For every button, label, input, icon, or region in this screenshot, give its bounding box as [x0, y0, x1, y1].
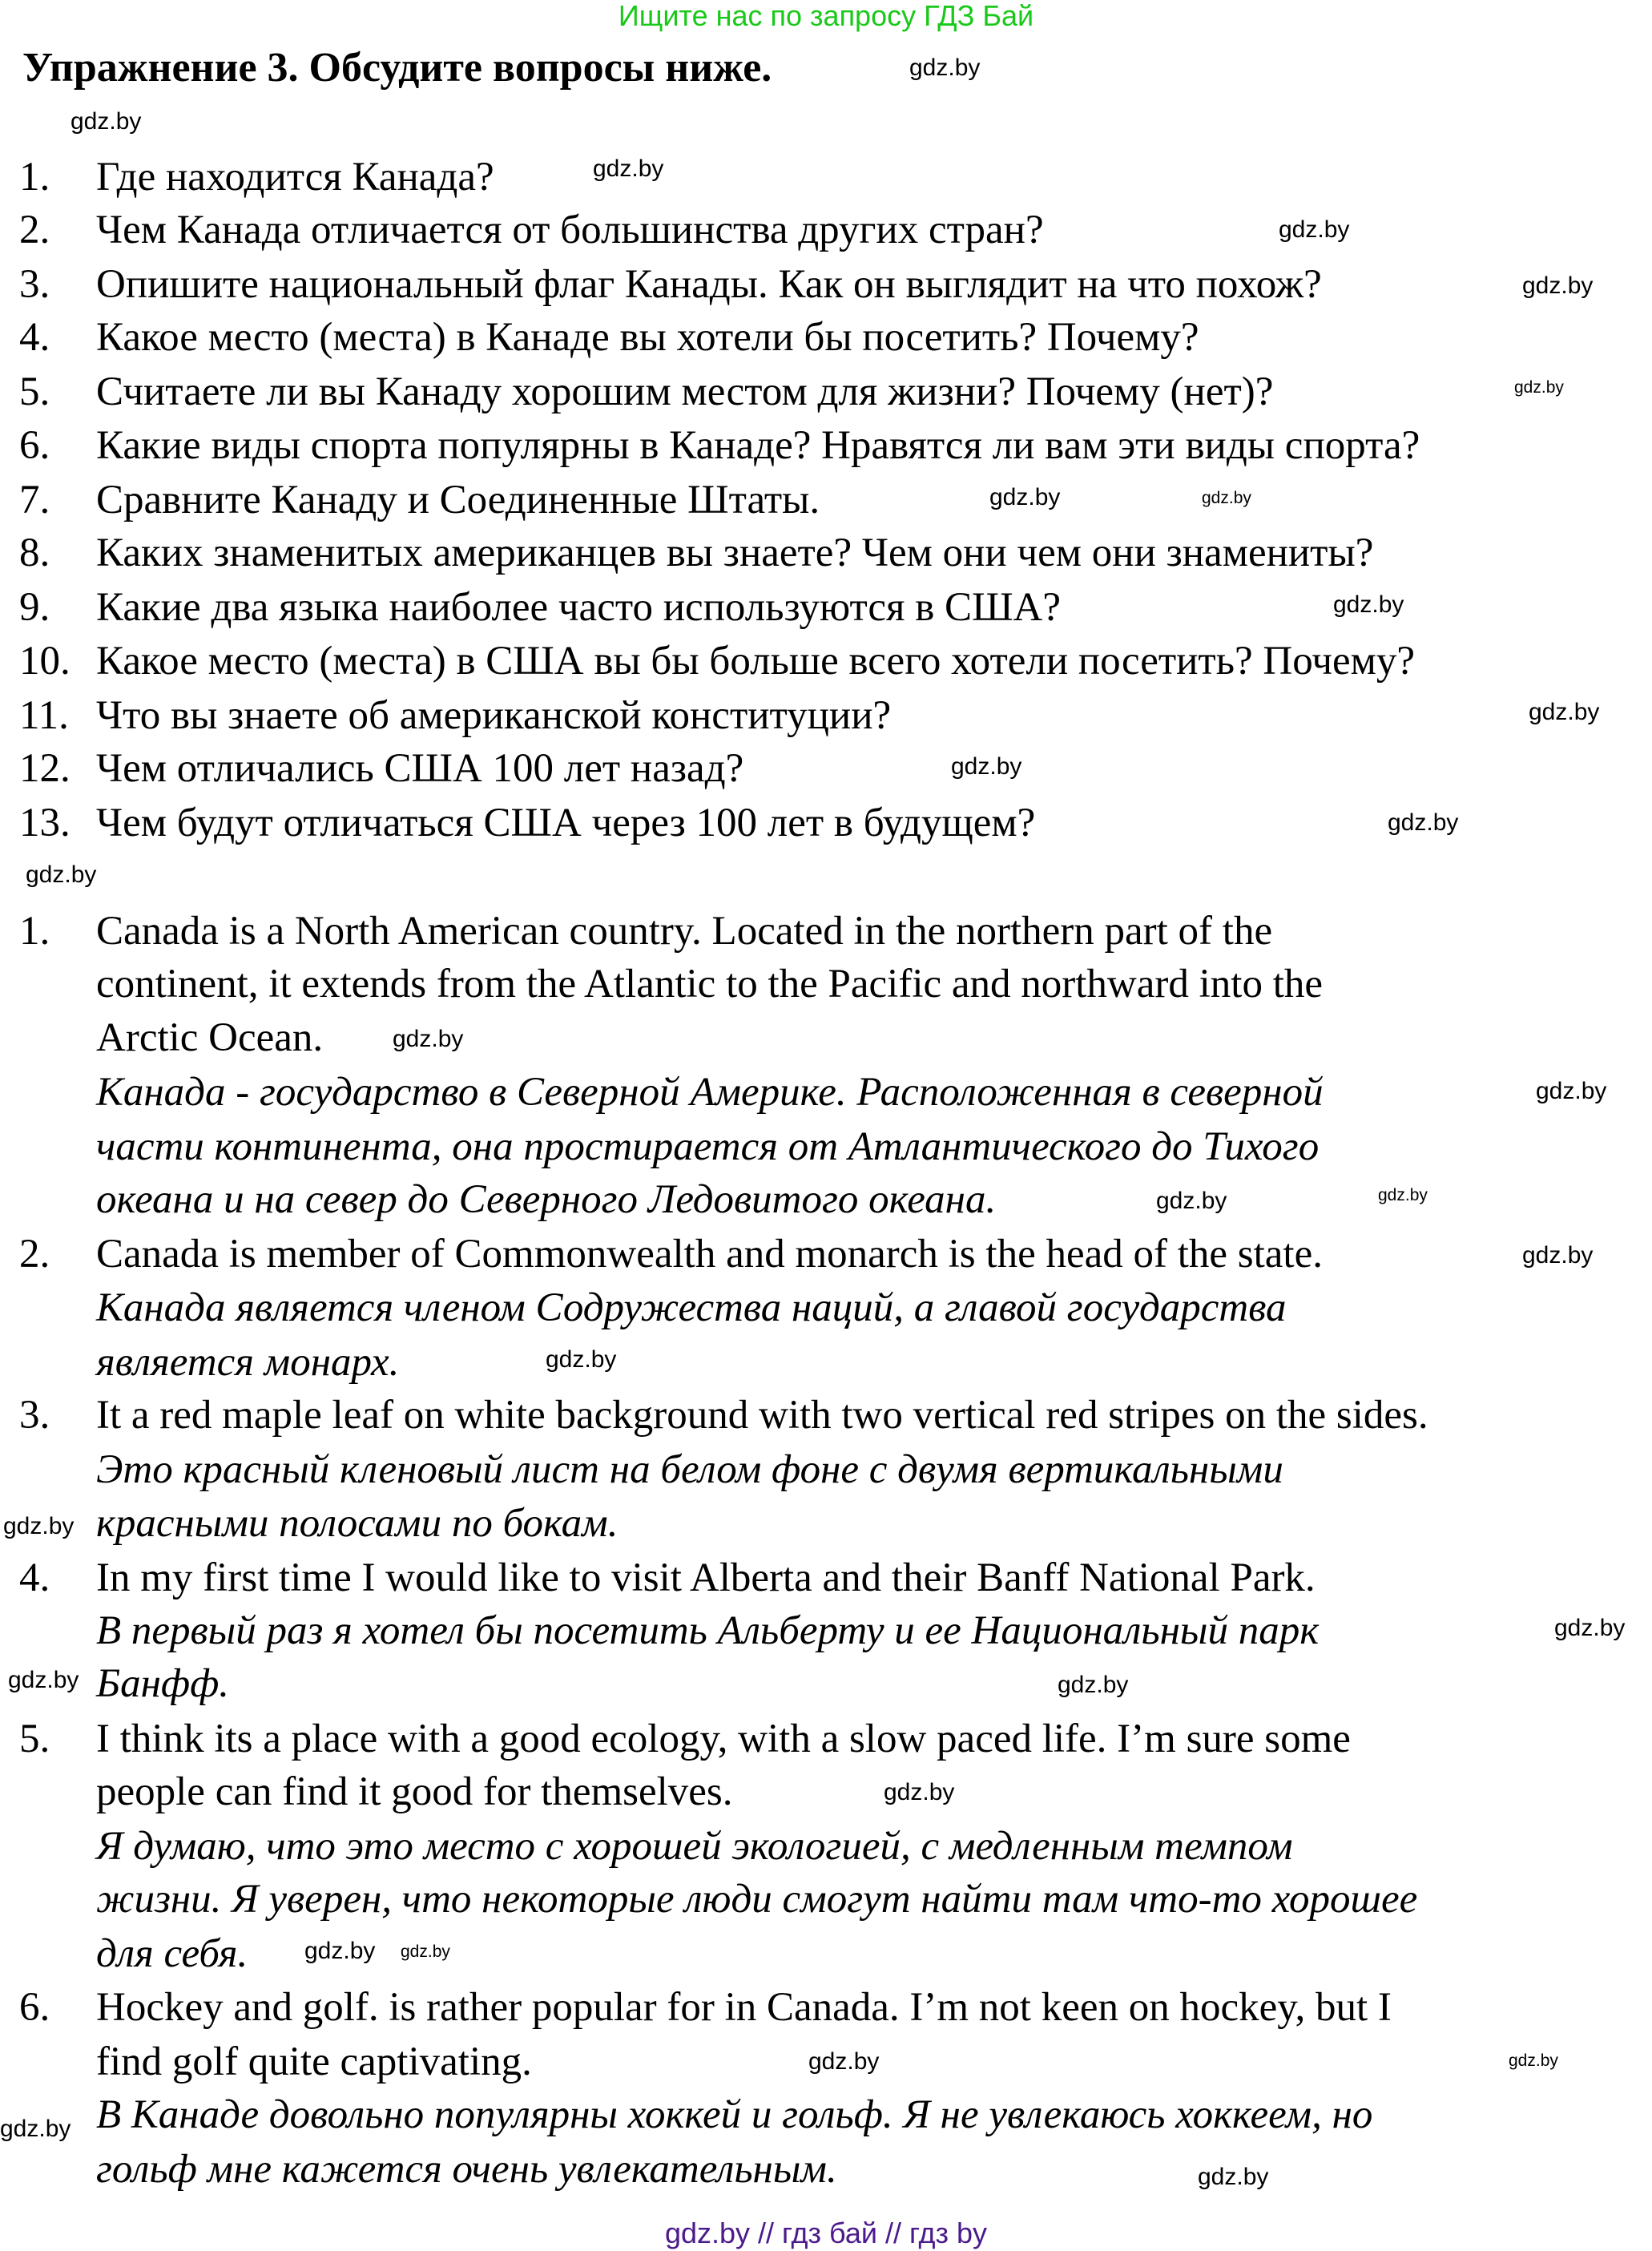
- question-text: Что вы знаете об американской конституции?: [96, 693, 892, 738]
- question-text: Каких знаменитых американцев вы знаете? Чем они чем они знамениты?: [96, 530, 1374, 575]
- question-text: Какие виды спорта популярны в Канаде? Нравятся ли вам эти виды спорта?: [96, 423, 1420, 468]
- question-text: Сравните Канаду и Соединенные Штаты.: [96, 478, 820, 522]
- watermark: gdz.by: [884, 1779, 955, 1805]
- answer-english: Canada is member of Commonwealth and monarch is the head of the state.: [96, 1232, 1323, 1277]
- answer-english: continent, it extends from the Atlantic to the Pacific and northward into the: [96, 962, 1324, 1006]
- answer-number: 1.: [19, 909, 50, 954]
- answer-english: In my first time I would like to visit Alberta and their Banff National Park.: [96, 1555, 1316, 1600]
- answer-russian: для себя.: [96, 1931, 248, 1976]
- answer-english: Canada is a North American country. Located in the northern part of the: [96, 909, 1273, 954]
- watermark: gdz.by: [1529, 699, 1600, 725]
- watermark: gdz.by: [393, 1026, 464, 1052]
- question-text: Чем отличались США 100 лет назад?: [96, 746, 744, 791]
- answer-russian: океана и на север до Северного Ледовитого океана.: [96, 1177, 997, 1222]
- answer-russian: красными полосами по бокам.: [96, 1501, 618, 1546]
- answer-number: 4.: [19, 1555, 50, 1600]
- answer-russian: Банфф.: [96, 1661, 230, 1706]
- answer-russian: является монарх.: [96, 1340, 400, 1385]
- watermark: gdz.by: [1279, 216, 1350, 243]
- question-number: 9.: [19, 585, 50, 630]
- watermark: gdz.by: [1198, 2164, 1269, 2190]
- answer-english: It a red maple leaf on white background with two vertical red stripes on the sides.: [96, 1393, 1428, 1438]
- answer-russian: жизни. Я уверен, что некоторые люди смогут найти там что-то хорошее: [96, 1877, 1418, 1922]
- watermark: gdz.by: [1333, 591, 1404, 618]
- question-number: 13.: [19, 801, 71, 845]
- watermark: gdz.by: [546, 1346, 617, 1373]
- watermark: gdz.by: [593, 155, 664, 182]
- question-number: 12.: [19, 746, 71, 791]
- question-text: Опишите национальный флаг Канады. Как он выглядит на что похож?: [96, 262, 1322, 307]
- watermark: gdz.by: [1509, 2051, 1558, 2070]
- watermark: gdz.by: [1536, 1078, 1607, 1104]
- question-number: 11.: [19, 693, 69, 738]
- watermark: gdz.by: [1156, 1188, 1227, 1214]
- answer-english: I think its a place with a good ecology, with a slow paced life. I’m sure some: [96, 1716, 1351, 1761]
- watermark: gdz.by: [71, 108, 142, 135]
- question-text: Чем будут отличаться США через 100 лет в будущем?: [96, 801, 1036, 845]
- answer-number: 6.: [19, 1985, 50, 2030]
- question-text: Чем Канада отличается от большинства других стран?: [96, 208, 1044, 252]
- watermark: gdz.by: [26, 861, 97, 888]
- question-number: 5.: [19, 369, 50, 414]
- watermark: gdz.by: [1378, 1186, 1428, 1204]
- watermark: gdz.by: [401, 1942, 450, 1961]
- watermark: gdz.by: [1058, 1672, 1129, 1698]
- watermark: gdz.by: [1388, 809, 1459, 836]
- answer-english: Hockey and golf. is rather popular for in Canada. I’m not keen on hockey, but I: [96, 1985, 1392, 2030]
- watermark: gdz.by: [1554, 1615, 1626, 1641]
- watermark: gdz.by: [1202, 489, 1251, 507]
- question-number: 2.: [19, 208, 50, 252]
- watermark: gdz.by: [1514, 378, 1564, 397]
- answer-russian: Канада является членом Содружества наций, а главой государства: [96, 1285, 1287, 1330]
- search-hint-banner: Ищите нас по запросу ГДЗ Бай: [618, 0, 1034, 32]
- exercise-title: Упражнение 3. Обсудите вопросы ниже.: [22, 45, 772, 91]
- answer-russian: части континента, она простирается от Атлантического до Тихого: [96, 1124, 1320, 1169]
- watermark: gdz.by: [951, 753, 1022, 780]
- question-number: 10.: [19, 639, 71, 684]
- question-number: 4.: [19, 315, 50, 360]
- question-number: 1.: [19, 155, 50, 200]
- watermark: gdz.by: [989, 484, 1061, 510]
- footer-links[interactable]: gdz.by // гдз бай // гдз by: [664, 2217, 988, 2249]
- watermark: gdz.by: [1522, 1242, 1594, 1269]
- question-number: 7.: [19, 478, 50, 522]
- watermark: gdz.by: [304, 1938, 376, 1964]
- question-number: 6.: [19, 423, 50, 468]
- question-text: Какое место (места) в Канаде вы хотели бы посетить? Почему?: [96, 315, 1199, 360]
- answer-russian: гольф мне кажется очень увлекательным.: [96, 2147, 837, 2192]
- watermark: gdz.by: [909, 54, 981, 81]
- answer-russian: Это красный кленовый лист на белом фоне с двумя вертикальными: [96, 1447, 1283, 1492]
- watermark: gdz.by: [1522, 272, 1594, 299]
- answer-number: 2.: [19, 1232, 50, 1277]
- answer-english: find golf quite captivating.: [96, 2039, 532, 2084]
- answer-number: 5.: [19, 1716, 50, 1761]
- answer-russian: Я думаю, что это место с хорошей экологией, с медленным темпом: [96, 1824, 1293, 1869]
- answer-number: 3.: [19, 1393, 50, 1438]
- answer-english: Arctic Ocean.: [96, 1015, 324, 1060]
- answer-russian: В первый раз я хотел бы посетить Альберту и ее Национальный парк: [96, 1608, 1320, 1653]
- answer-english: people can find it good for themselves.: [96, 1769, 733, 1814]
- question-number: 3.: [19, 262, 50, 307]
- watermark: gdz.by: [0, 2116, 71, 2142]
- question-text: Какое место (места) в США вы бы больше всего хотели посетить? Почему?: [96, 639, 1416, 684]
- question-number: 8.: [19, 530, 50, 575]
- question-text: Где находится Канада?: [96, 155, 494, 200]
- answer-russian: Канада - государство в Северной Америке. Расположенная в северной: [96, 1070, 1324, 1115]
- watermark: gdz.by: [808, 2048, 880, 2075]
- answer-russian: В Канаде довольно популярны хоккей и гольф. Я не увлекаюсь хоккеем, но: [96, 2092, 1373, 2137]
- question-text: Какие два языка наиболее часто используются в США?: [96, 585, 1061, 630]
- watermark: gdz.by: [8, 1667, 79, 1693]
- question-text: Считаете ли вы Канаду хорошим местом для жизни? Почему (нет)?: [96, 369, 1274, 414]
- watermark: gdz.by: [3, 1513, 75, 1539]
